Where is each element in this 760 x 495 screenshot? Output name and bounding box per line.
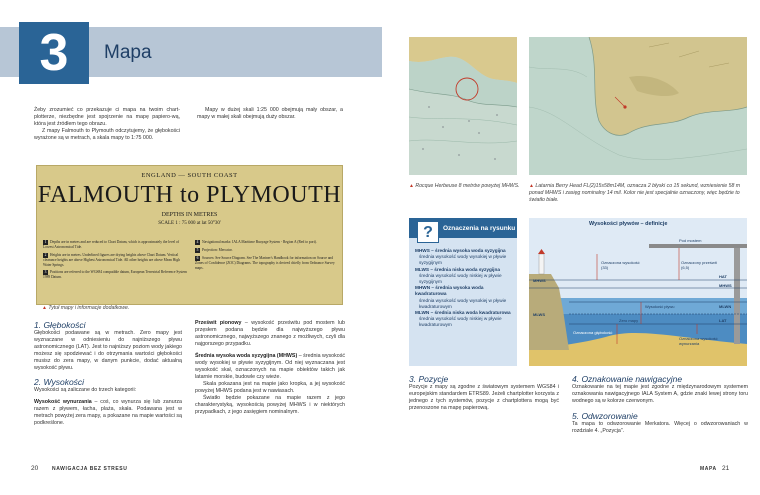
nautical-chart-image-right	[529, 37, 747, 175]
plate-caption: ▲ Tytuł mapy i informacje dodatkowe.	[42, 305, 130, 311]
label-charted-height: Oznaczona wysokość (33)	[601, 260, 640, 270]
section-positions	[409, 374, 559, 412]
triangle-marker-icon: ▲	[529, 183, 534, 189]
legend-info-box	[409, 218, 517, 366]
map-caption-right: ▲ Latarnia Berry Head FL(2)15s58m14M, oznacza 2 błyski co 15 sekund, wzniesienie 58 m ponad MHWS i zasięg nominalny 14 mil. Kolor nie jest specjalnie oznaczony, więc będzie to światło białe.	[529, 183, 741, 203]
vertical-clearance-paragraph: Prześwit pionowy – wysokość prześwitu pod mostem lub przęsłem podana będzie dla najwyższego pływu astronomicznego, najwyższego znanego z możliwych, czyli dla najgorszego przypadku.	[195, 320, 345, 347]
section-text-marks: Oznakowanie na tej mapie jest zgodne z międzynarodowym systemem oznakowania nawigacyjnego IALA System A, gdzie znaki lewej strony toru wodnego są w kolorze czerwonym.	[572, 384, 748, 404]
label-chart-datum: Zero mapy	[619, 318, 639, 323]
list-item: średnia wysokość wody wysokiej w pływie kwadraturowym	[419, 297, 507, 309]
section-text-projection: Ta mapa to odwzorowanie Merkatora. Więcej o odwzorowaniach w rozdziale 4. „Pozycja”.	[572, 421, 748, 434]
nautical-chart-image-left	[409, 37, 517, 175]
label-clearance: Oznaczony prześwit (6,5)	[681, 260, 717, 270]
label-hat: HAT	[719, 274, 727, 279]
label-mlwn: MLWN	[719, 304, 732, 309]
list-item: średnia wysokość wody wysokiej w pływie syzygijnym	[419, 254, 507, 266]
section-text-depths: Głębokości podawane są w metrach. Zero mapy jest wyznaczane w odniesieniu do najniższego pływu astronomicznego (LAT). Jest to najniższy poziom wody jakiego możesz się spodziewać i do otrzymania wartości głębokości musisz do zera mapy, w danym punkcie, dodać aktualną wysokość pływu.	[34, 330, 182, 371]
label-mlws: MLWS	[533, 312, 545, 317]
page-number-right: 21	[722, 465, 730, 472]
chart-title-plate	[36, 165, 343, 305]
plate-region: ENGLAND — SOUTH COAST	[141, 172, 238, 179]
section-navigation-marks	[572, 374, 748, 435]
list-item: MHWS – średnia wysoka woda syzygijna	[415, 248, 506, 253]
plate-title: FALMOUTH to PLYMOUTH	[37, 182, 342, 208]
section-heading-projection: 5. Odwzorowanie	[572, 411, 638, 421]
tide-heights-diagram	[529, 218, 747, 366]
list-item: MLWS – średnia niska woda syzygijna	[415, 266, 500, 272]
info-box-list	[415, 248, 515, 329]
chart-excerpt-rocque-herbeuse	[409, 37, 517, 175]
section-heading-marks: 4. Oznakowanie nawigacyjne	[572, 374, 683, 384]
list-item: MLWN – średnia niska woda kwadraturowa	[415, 310, 511, 316]
info-box-title: Oznaczenia na rysunku	[443, 225, 516, 232]
drying-height-paragraph: Wysokość wynurzania – coś, co wynurza się lub zanurza razem z pływem, łacha, plaża, skała. Podawana jest w metrach powyżej zera mapy, a pokazane na mapie wartości są podkreślone.	[34, 399, 182, 426]
label-mhws-left: MHWS	[533, 278, 546, 283]
label-mhws-right: MHWS	[719, 283, 732, 288]
section-text-heights: Wysokości są zaliczane do trzech kategorii:	[34, 387, 137, 393]
section-heading-heights: 2. Wysokości	[34, 377, 85, 387]
plate-note: 5 Projection: Mercator.	[196, 248, 233, 252]
running-title-right: MAPA	[700, 466, 717, 472]
intro-column-left	[34, 107, 180, 142]
map-caption-left: ▲ Rocque Herbeuse 8 metrów powyżej MHWS.	[409, 183, 520, 189]
label-lat: LAT	[719, 318, 727, 323]
plate-right-notes	[195, 240, 338, 271]
triangle-marker-icon: ▲	[42, 305, 47, 311]
plate-left-notes	[43, 240, 188, 280]
chapter-title: Mapa	[104, 42, 152, 63]
plate-note: 4 Navigational marks: IALA Maritime Buoyage System - Region A (Red to port).	[196, 240, 317, 244]
mhws-paragraph: Średnia wysoka woda syzygijna (MHWS) – średnia wysokość wody wysokiej w pływie syzygijnym. Od niej wyznaczana jest wysokość skał, oznaczonych na mapie obiektów takich jak latarnie morskie, budowle czy wieże.	[195, 353, 345, 380]
plate-scale: SCALE 1 : 75 000 at lat 50°30'	[158, 221, 221, 226]
list-item: średnia wysokość wody niskiej w pływie kwadraturowym	[419, 316, 502, 328]
page-number-left: 20	[31, 465, 39, 472]
intro-paragraph-3: Mapy w dużej skali 1:25 000 obejmują mały obszar, a mapy w małej skali obejmują duży obszar.	[197, 107, 343, 120]
intro-paragraph-1: Żeby zrozumieć co przekazuje ci mapa na twoim chart-plotterze, niezbędne jest spojrzenie na mapę papiero-wą, która jest źródłem tego obrazu.	[34, 107, 180, 127]
chart-excerpt-berry-head	[529, 37, 747, 175]
running-title-left: NAWIGACJA BEZ STRESU	[52, 466, 128, 472]
section-heading-depths: 1. Głębokości	[34, 320, 86, 330]
intro-paragraph-2: Z mapy Falmouth to Plymouth odczytujemy, że głębokości wyrażone są w metrach, a skala mapy to 1:75 000.	[34, 128, 180, 141]
plate-depths: DEPTHS IN METRES	[161, 212, 218, 218]
section-text-positions: Pozycje z mapy są zgodne z światowym systemem WGS84 i europejskim standardem ETRS89. Jeżeli chartplotter korzysta z jednego z tych systemów, pozycje z chartplottera mogą być przenoszone na mapę papierową.	[409, 384, 559, 411]
plate-note: 1 Depths are in metres and are reduced to Chart Datum, which is approximately the level of Lowest Astronomical Tide.	[43, 240, 180, 249]
label-bridge: Pod mostem	[679, 238, 702, 243]
label-tide-height: Wysokość pływu	[645, 304, 675, 309]
plate-note: 3 Positions are referred to the WGS84 compatible datum, European Terrestrial Reference System 1989 Datum.	[43, 270, 187, 280]
light-paragraph: Światło będzie pokazane na mapie razem z jego charakterystyką, wysokością powyżej MHWS i w niektórych przypadkach, z jego zasięgiem nominalnym.	[195, 395, 345, 415]
left-text-column	[34, 320, 182, 427]
list-item: MHWN – średnia wysoka woda kwadraturowa	[415, 285, 484, 297]
rock-paragraph: Skala pokazana jest na mapie jako kropka, a jej wysokość powyżej MHWS podana jest w nawiasach.	[195, 381, 345, 394]
triangle-marker-icon: ▲	[409, 183, 414, 189]
label-drying-height: Oznaczona wysokość wynurzania	[679, 336, 718, 346]
list-item: średnia wysokość wody niskiej w pływie syzygijnym	[419, 272, 502, 285]
plate-note: 2 Heights are in metres. Underlined figures are drying heights above Chart Datum. Vertical clearance heights are above Highest Astronomical Tide. All other heights are above Mean High Water Springs.	[43, 252, 180, 267]
right-text-column	[195, 320, 345, 416]
plate-note: 6 Sources: See Source Diagram. See The Mariner's Handbook for information on Source and Zones of Confidence (ZOC) Diagrams. The topography is derived chiefly from Ordnance Survey maps.	[195, 256, 335, 270]
chapter-number: 3	[19, 22, 89, 84]
section-heading-positions: 3. Pozycje	[409, 374, 449, 384]
question-mark-icon: ?	[417, 221, 439, 243]
label-charted-depth: Oznaczona głębokość	[573, 330, 613, 335]
tide-diagram-title: Wysokości pływów – definicje	[589, 221, 668, 227]
